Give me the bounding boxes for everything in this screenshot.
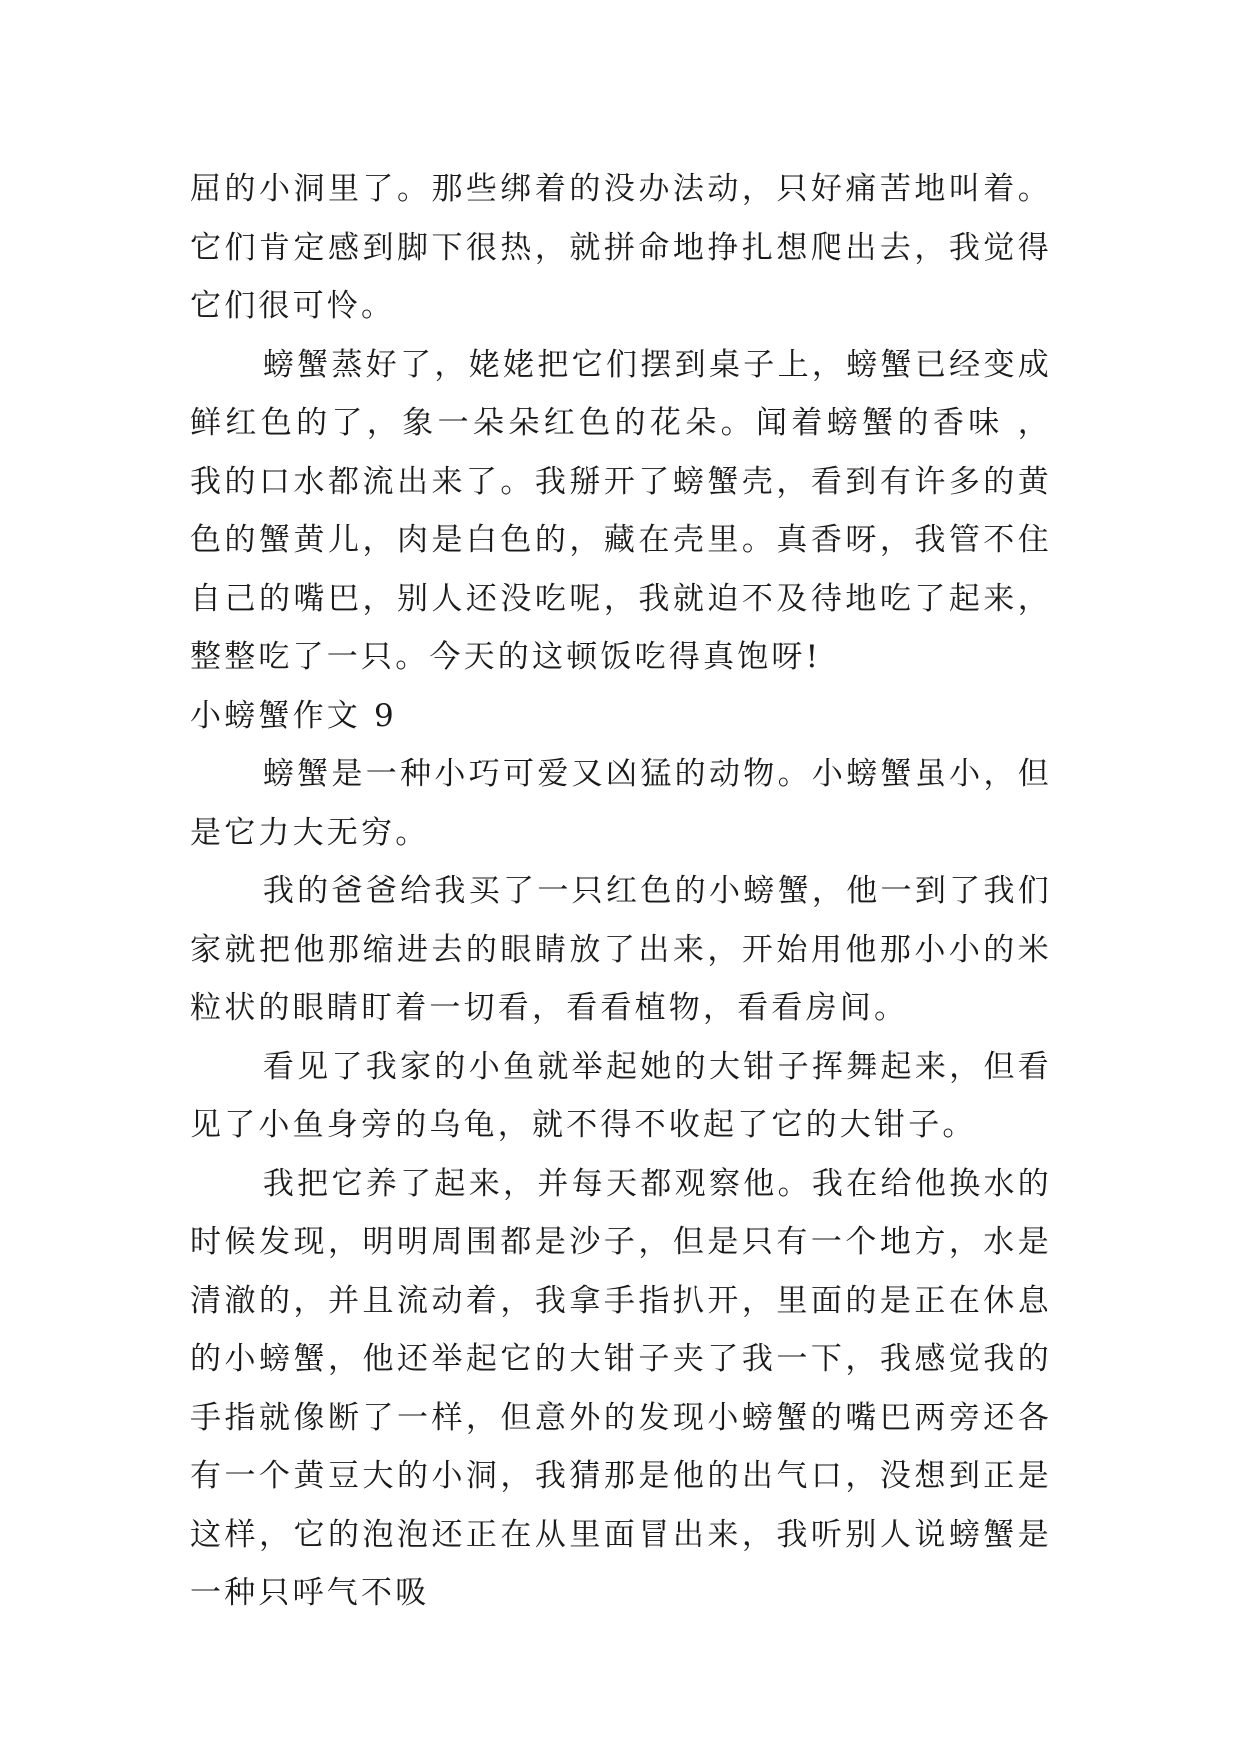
section-heading: 小螃蟹作文 9 [190,697,397,734]
paragraph-steamed-crabs: 螃蟹蒸好了，姥姥把它们摆到桌子上，螃蟹已经变成鲜红色的了，象一朵朵红色的花朵。闻着螃蟹的香味 ，我的口水都流出来了。我掰开了螃蟹壳，看到有许多的黄色的蟹黄儿，肉是白色的，藏在壳里。真香呀，我管不住自己的嘴巴，别人还没吃呢，我就迫不及待地吃了起来，整整吃了一只。今天的这顿饭吃得真饱呀! [190,346,1052,675]
paragraph-observation: 我把它养了起来，并每天都观察他。我在给他换水的时候发现，明明周围都是沙子，但是只有一个地方，水是清澈的，并且流动着，我拿手指扒开，里面的是正在休息的小螃蟹，他还举起它的大钳子夹了我一下，我感觉我的手指就像断了一样，但意外的发现小螃蟹的嘴巴两旁还各有一个黄豆大的小洞，我猜那是他的出气口，没想到正是这样，它的泡泡还正在从里面冒出来，我听别人说螃蟹是一种只呼气不吸 [190,1165,1052,1611]
paragraph-continuation: 屈的小洞里了。那些绑着的没办法动，只好痛苦地叫着。它们肯定感到脚下很热，就拼命地挣扎想爬出去，我觉得它们很可怜。 [190,171,1052,324]
paragraph-crab-intro: 螃蟹是一种小巧可爱又凶猛的动物。小螃蟹虽小，但是它力大无穷。 [190,756,1052,851]
document-body [190,160,1052,1623]
paragraph-fish-turtle: 看见了我家的小鱼就举起她的大钳子挥舞起来，但看见了小鱼身旁的乌龟，就不得不收起了它的大钳子。 [190,1048,1052,1143]
paragraph-red-crab: 我的爸爸给我买了一只红色的小螃蟹，他一到了我们家就把他那缩进去的眼睛放了出来，开始用他那小小的米粒状的眼睛盯着一切看，看看植物，看看房间。 [190,873,1052,1026]
